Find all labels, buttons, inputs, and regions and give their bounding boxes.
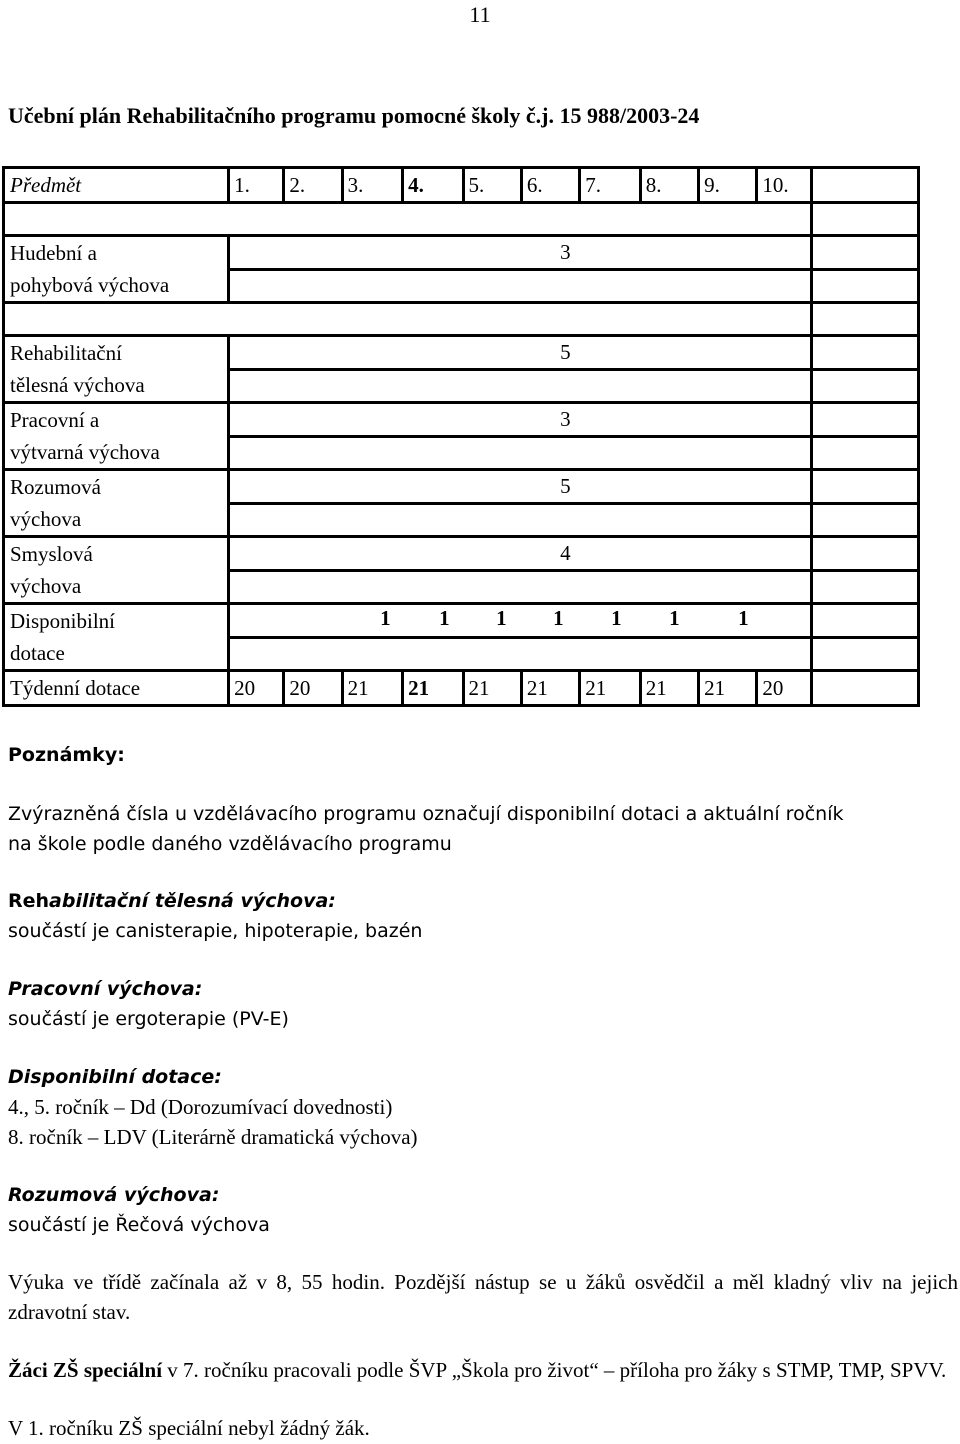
header-grade: 8. [640, 168, 698, 203]
notes-heading: Poznámky: [8, 744, 125, 766]
tydenni-value: 20 [757, 671, 811, 706]
disponibilni-value: 1 [611, 605, 622, 630]
header-grade: 4. [403, 168, 463, 203]
footer-paragraph: V 1. ročníku ZŠ speciální nebyl žádný žák. [8, 1416, 370, 1440]
header-grade: 5. [463, 168, 521, 203]
header-grade: 1. [229, 168, 284, 203]
subject-name: Rozumová výchova [4, 470, 229, 537]
note-label: Rehabilitační tělesná výchova: [8, 890, 336, 912]
note-rehabilitacni: Rehabilitační tělesná výchova: součástí je canisterapie, hipoterapie, bazén [8, 886, 422, 946]
subject-name: Rehabilitační tělesná výchova [4, 336, 229, 403]
subject-value: 3 [229, 403, 812, 437]
curriculum-table [2, 166, 920, 707]
table-header-row [4, 168, 919, 203]
tydenni-value: 21 [580, 671, 640, 706]
header-grade: 9. [699, 168, 757, 203]
subject-value: 5 [229, 336, 812, 370]
disponibilni-value: 1 [439, 605, 450, 630]
header-grade: 7. [580, 168, 640, 203]
tydenni-value: 20 [229, 671, 284, 706]
table-row-disponibilni [4, 604, 919, 638]
note-label: Rozumová výchova: [8, 1184, 220, 1206]
subject-name: Smyslová výchova [4, 537, 229, 604]
table-row [4, 336, 919, 370]
tydenni-value: 20 [284, 671, 342, 706]
note-label: Disponibilní dotace: [8, 1066, 222, 1088]
table-row [4, 236, 919, 270]
table-row [4, 537, 919, 571]
header-grade: 3. [342, 168, 402, 203]
table-row [4, 403, 919, 437]
disponibilni-value: 1 [553, 605, 564, 630]
disponibilni-value: 1 [669, 605, 680, 630]
header-subject: Předmět [4, 168, 229, 203]
subject-name: Pracovní a výtvarná výchova [4, 403, 229, 470]
subject-name: Disponibilní dotace [4, 604, 229, 671]
footer-paragraph: Žáci ZŠ speciální v 7. ročníku pracovali podle ŠVP „Škola pro život“ – příloha pro žáky s STMP, TMP, SPVV. [8, 1358, 947, 1382]
tydenni-value: 21 [342, 671, 402, 706]
tydenni-value: 21 [403, 671, 463, 706]
subject-name: Hudební a pohybová výchova [4, 236, 229, 303]
note-label: Pracovní výchova: [8, 978, 203, 1000]
tydenni-value: 21 [699, 671, 757, 706]
notes-paragraph: Zvýrazněná čísla u vzdělávacího programu označují disponibilní dotaci a aktuální ročník na škole podle daného vzdělávacího programu [8, 803, 844, 855]
header-grade: 10. [757, 168, 811, 203]
tydenni-value: 21 [640, 671, 698, 706]
disponibilni-values [229, 604, 812, 638]
tydenni-value: 21 [463, 671, 521, 706]
header-grade: 2. [284, 168, 342, 203]
subject-value: 3 [229, 236, 812, 270]
document-title: Učební plán Rehabilitačního programu pomocné školy č.j. 15 988/2003-24 [8, 103, 700, 128]
disponibilni-value: 1 [496, 605, 507, 630]
note-disponibilni: Disponibilní dotace: 4., 5. ročník – Dd (Dorozumívací dovednosti) 8. ročník – LDV (Literárně dramatická výchova) [8, 1062, 418, 1152]
note-rozumova: Rozumová výchova: součástí je Řečová výchova [8, 1180, 270, 1240]
table-row-tydenni [4, 671, 919, 706]
subject-name: Týdenní dotace [4, 671, 229, 706]
header-grade: 6. [521, 168, 579, 203]
subject-value: 5 [229, 470, 812, 504]
disponibilni-value: 1 [738, 605, 749, 630]
note-pracovni: Pracovní výchova: součástí je ergoterapie (PV-E) [8, 974, 289, 1034]
table-row [4, 470, 919, 504]
footer-paragraph: Výuka ve třídě začínala až v 8, 55 hodin. Pozdější nástup se u žáků osvědčil a měl kladný vliv na jejich zdravotní stav. [8, 1270, 958, 1324]
disponibilni-value: 1 [380, 605, 391, 630]
subject-value: 4 [229, 537, 812, 571]
tydenni-value: 21 [521, 671, 579, 706]
page-number: 11 [469, 2, 491, 27]
